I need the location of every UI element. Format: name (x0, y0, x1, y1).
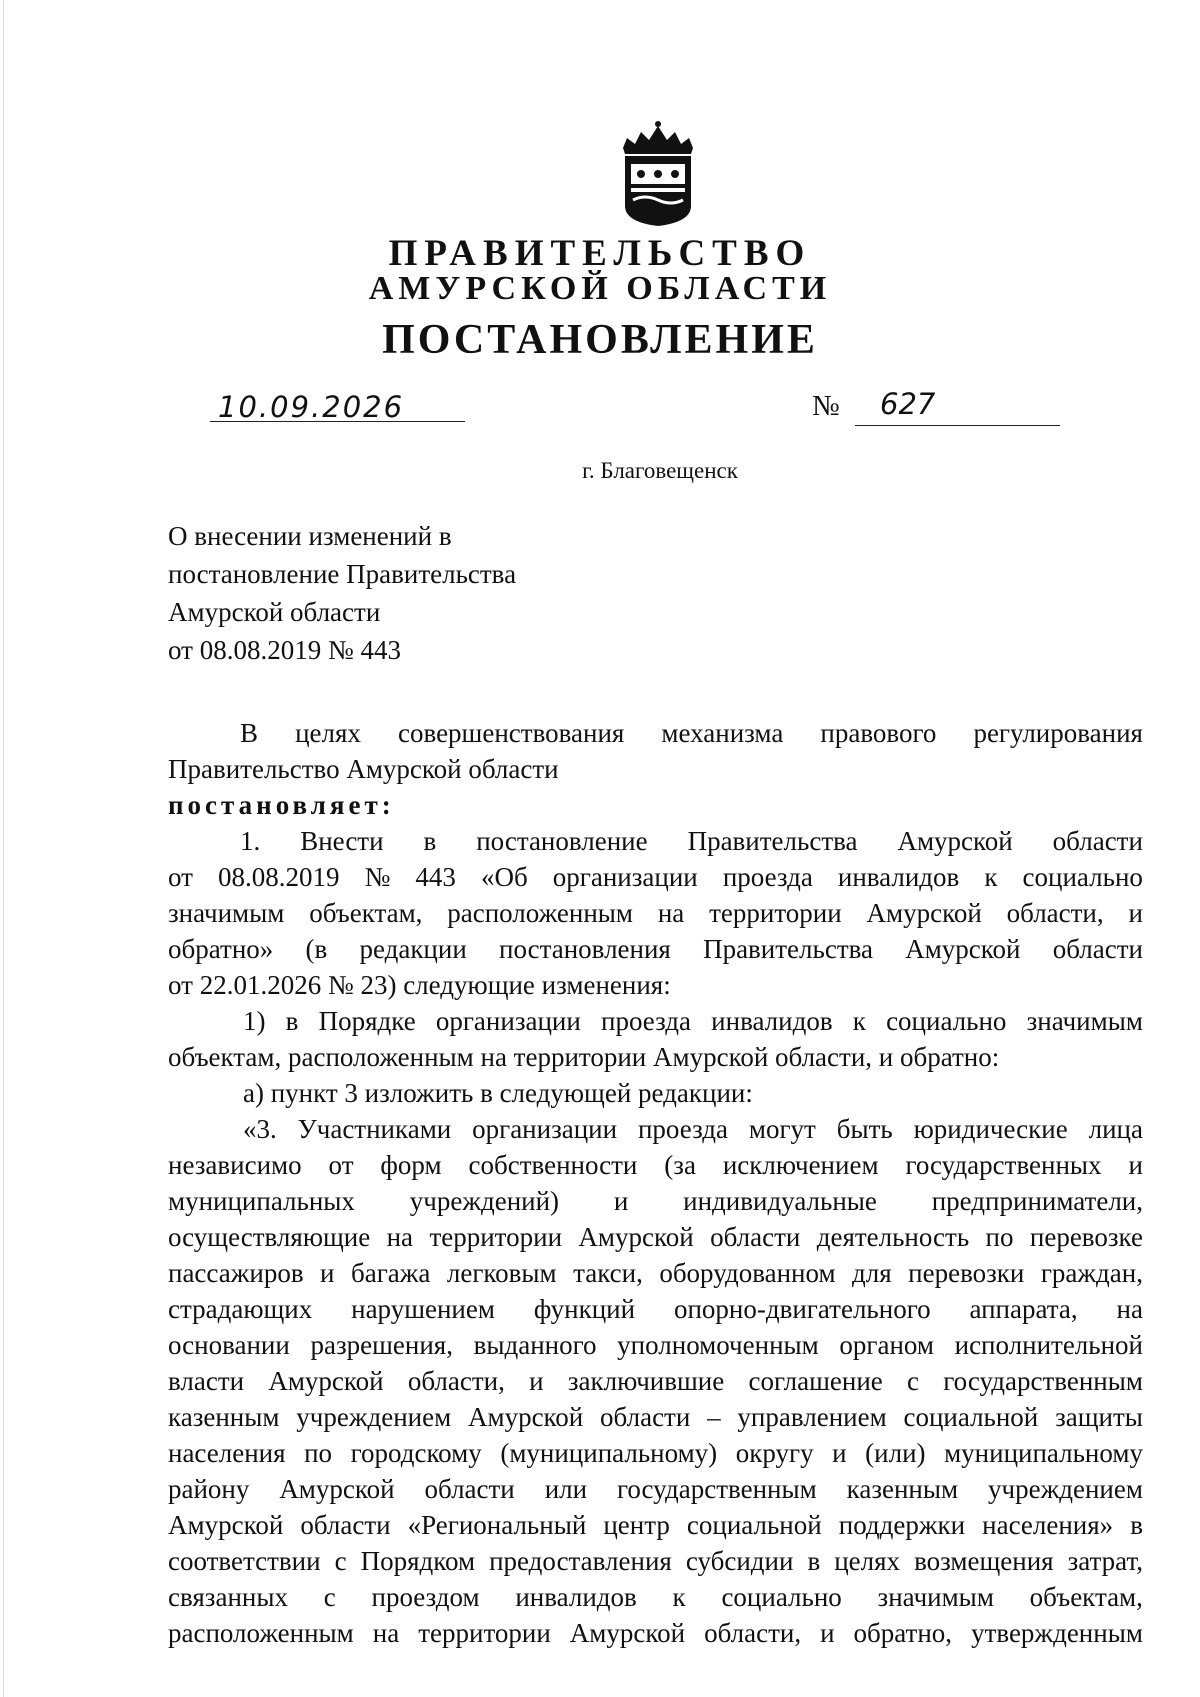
body-word: Амурской (569, 1618, 686, 1648)
body-word: инвалидов (515, 1582, 637, 1612)
body-word: и (1128, 1150, 1143, 1180)
body-word: и (320, 1258, 335, 1288)
body-line (168, 1255, 1143, 1291)
body-word: территории (418, 1618, 551, 1648)
body-word: расположенным (168, 1618, 354, 1648)
body-word: Амурской (279, 1474, 395, 1504)
body-word: № (364, 862, 391, 892)
body-word: и (613, 1186, 629, 1216)
body-line (168, 1075, 1143, 1111)
body-word: значимым (168, 898, 285, 928)
body-word: пассажиров (168, 1258, 304, 1288)
government-title: ПРАВИТЕЛЬСТВО (388, 233, 812, 274)
body-line (168, 1291, 1143, 1327)
body-word: и (820, 1618, 835, 1648)
subject-line: О внесении изменений в (168, 521, 452, 551)
body-word: перевозки (908, 1258, 1025, 1288)
body-word: лица (1088, 1114, 1143, 1144)
body-word: по (304, 1438, 333, 1468)
body-word: городскому (350, 1438, 482, 1468)
body-word: – (707, 1402, 721, 1432)
body-word: в (807, 1546, 821, 1576)
document-type: ПОСТАНОВЛЕНИЕ (382, 317, 818, 363)
body-line (168, 1615, 1143, 1651)
body-word: центр (603, 1510, 670, 1540)
body-word: исполнительной (954, 1330, 1143, 1360)
body-word: Амурской (578, 1222, 694, 1252)
body-word: территории (709, 898, 842, 928)
date-underline (210, 421, 465, 422)
coat-of-arms-icon (615, 118, 701, 228)
body-word: правового (820, 718, 937, 748)
body-word: затрат, (1067, 1546, 1143, 1576)
body-word: «3. (243, 1114, 277, 1144)
body-word: такси, (573, 1258, 643, 1288)
subject-line: постановление Правительства (168, 559, 517, 589)
document-body (168, 715, 1143, 1651)
body-word: (за (664, 1150, 696, 1180)
body-word: возмещения (914, 1546, 1054, 1576)
body-word: инвалидов (837, 862, 960, 892)
body-word: области (424, 1474, 515, 1504)
body-word: государственным (943, 1366, 1143, 1396)
body-word: уполномоченным (617, 1330, 819, 1360)
body-word: постановление (476, 826, 648, 856)
body-word: заключившие (567, 1366, 725, 1396)
body-word: юридические (913, 1114, 1068, 1144)
body-word: Порядке (318, 1006, 416, 1036)
body-word: значимым (1026, 1006, 1143, 1036)
body-word: области, (1006, 898, 1104, 928)
body-word: социально (721, 1582, 842, 1612)
body-word: области (710, 1222, 801, 1252)
body-word: Внести (300, 826, 384, 856)
body-word: выданного (473, 1330, 597, 1360)
body-word: на (657, 898, 685, 928)
body-text: от 22.01.2026 № 23) следующие изменения: (168, 970, 671, 1000)
body-word: регулирования (973, 718, 1143, 748)
body-word: проездом (371, 1582, 480, 1612)
body-word: Амурской (168, 1510, 284, 1540)
body-word: и (1128, 898, 1143, 928)
region-title: АМУРСКОЙ ОБЛАСТИ (368, 270, 832, 307)
body-word: редакции (359, 934, 467, 964)
body-word: органом (839, 1330, 934, 1360)
body-word: (муниципальному) (500, 1438, 718, 1468)
body-word: муниципальному (944, 1438, 1143, 1468)
body-word: территории (429, 1222, 563, 1252)
body-word: аппарата, (969, 1294, 1078, 1324)
body-line (168, 1507, 1143, 1543)
body-word: связанных (168, 1582, 288, 1612)
body-word: Амурской (905, 934, 1021, 964)
number-label: № (812, 390, 840, 422)
body-word: соглашение (748, 1366, 883, 1396)
body-word: власти (168, 1366, 245, 1396)
body-word: государственным (616, 1474, 817, 1504)
body-line (168, 1327, 1143, 1363)
body-word: на (1116, 1294, 1143, 1324)
body-word: «Об (480, 862, 528, 892)
body-word: значимым (877, 1582, 994, 1612)
body-word: Правительства (687, 826, 858, 856)
body-line (168, 1039, 1143, 1075)
body-line (168, 1183, 1143, 1219)
body-word: на (386, 1222, 414, 1252)
body-word: основании (168, 1330, 290, 1360)
number-underline (855, 425, 1060, 426)
body-line (168, 787, 1143, 823)
body-word: Амурской (268, 1366, 384, 1396)
body-word: В (240, 718, 259, 748)
body-word: субсидии (685, 1546, 794, 1576)
body-word: багажа (350, 1258, 431, 1288)
body-word: организации (552, 862, 698, 892)
body-text: объектам, расположенным на территории Амурской области, и обратно: (168, 1042, 1000, 1072)
body-line (168, 1003, 1143, 1039)
body-word: и (832, 1438, 847, 1468)
body-word: учреждений) (409, 1186, 560, 1216)
body-word: осуществляющие (168, 1222, 371, 1252)
body-word: Порядком (360, 1546, 476, 1576)
document-subject (168, 517, 516, 669)
body-word: по (985, 1222, 1014, 1252)
body-word: социальной (686, 1510, 822, 1540)
body-line (168, 859, 1143, 895)
body-word: Амурской (467, 1402, 584, 1432)
body-word: муниципальных (168, 1186, 355, 1216)
body-word: 1) (243, 1006, 266, 1036)
body-word: учреждением (296, 1402, 452, 1432)
document-number: 627 (880, 387, 936, 421)
body-word: обратно» (168, 934, 274, 964)
body-word: (или) (865, 1438, 926, 1468)
body-word: поддержки (838, 1510, 966, 1540)
body-word: к (672, 1582, 686, 1612)
body-word: утвержденным (971, 1618, 1143, 1648)
body-line (168, 895, 1143, 931)
body-word: форм (380, 1150, 442, 1180)
body-word: социально (886, 1006, 1007, 1036)
body-word: социальной (903, 1402, 1039, 1432)
body-word: 443 (415, 862, 456, 892)
body-line (168, 1363, 1143, 1399)
body-word: объектам, (309, 898, 423, 928)
body-word: обратно, (853, 1618, 953, 1648)
body-word: собственности (468, 1150, 638, 1180)
body-word: для (852, 1258, 892, 1288)
body-word: в (285, 1006, 299, 1036)
body-word: населения» (982, 1510, 1114, 1540)
body-word: индивидуальные (683, 1186, 877, 1216)
body-word: округу (735, 1438, 814, 1468)
body-word: граждан, (1040, 1258, 1143, 1288)
body-word: нарушением (351, 1294, 495, 1324)
body-word: или (544, 1474, 588, 1504)
body-word: деятельность (816, 1222, 970, 1252)
body-word: от (328, 1150, 354, 1180)
body-line (168, 715, 1143, 751)
body-word: казенным (168, 1402, 280, 1432)
body-word: страдающих (168, 1294, 313, 1324)
body-line (168, 931, 1143, 967)
body-line (168, 823, 1143, 859)
body-word: от (168, 862, 193, 892)
body-word: независимо (168, 1150, 302, 1180)
body-word: казенным (846, 1474, 959, 1504)
body-word: области, (704, 1618, 802, 1648)
body-word: оборудованном (659, 1258, 836, 1288)
body-line (168, 1579, 1143, 1615)
body-word: могут (748, 1114, 816, 1144)
body-line (168, 1219, 1143, 1255)
body-word: предприниматели, (931, 1186, 1143, 1216)
body-line (168, 751, 1143, 787)
body-word: совершенствования (398, 718, 625, 748)
body-word: к (852, 1006, 866, 1036)
body-word: проезда (637, 1114, 728, 1144)
body-word: на (372, 1618, 400, 1648)
body-word: легковым (446, 1258, 557, 1288)
body-word: функций (533, 1294, 636, 1324)
body-line (168, 967, 1143, 1003)
body-word: расположенным (447, 898, 634, 928)
body-word: «Региональный (407, 1510, 587, 1540)
city-name: г. Благовещенск (582, 458, 738, 483)
body-word: области (600, 1402, 691, 1432)
document-date: 10.09.2026 (218, 390, 405, 424)
body-word: области (300, 1510, 391, 1540)
body-word: проезда (722, 862, 813, 892)
body-word: механизма (661, 718, 784, 748)
body-word: разрешения, (310, 1330, 453, 1360)
body-word: (в (305, 934, 328, 964)
body-word: к (984, 862, 998, 892)
body-word: 1. (240, 826, 261, 856)
body-word: с (323, 1582, 336, 1612)
body-word: населения (168, 1438, 286, 1468)
body-word: организации (435, 1006, 581, 1036)
body-line (168, 1435, 1143, 1471)
body-word: управлением (737, 1402, 887, 1432)
body-word: Участниками (297, 1114, 452, 1144)
body-word: району (168, 1474, 250, 1504)
body-word: исключением (722, 1150, 879, 1180)
body-word: в (423, 826, 437, 856)
body-word: быть (836, 1114, 893, 1144)
body-word: целях (834, 1546, 901, 1576)
body-line (168, 1471, 1143, 1507)
body-word: учреждением (988, 1474, 1143, 1504)
body-line (168, 1147, 1143, 1183)
body-word: области (1052, 826, 1143, 856)
body-word: предоставления (489, 1546, 672, 1576)
body-word: организации (472, 1114, 618, 1144)
body-word: Амурской (897, 826, 1013, 856)
body-text: а) пункт 3 изложить в следующей редакции: (243, 1078, 753, 1108)
body-word: перевозке (1029, 1222, 1143, 1252)
body-word: целях (295, 718, 361, 748)
body-word: Амурской (866, 898, 982, 928)
subject-line: Амурской области (168, 597, 381, 627)
body-word: постановления (499, 934, 671, 964)
body-word: соответствии (168, 1546, 321, 1576)
subject-line: от 08.08.2019 № 443 (168, 635, 401, 665)
body-word: в (1130, 1510, 1143, 1540)
body-word: области, (407, 1366, 505, 1396)
resolves-keyword: постановляет: (168, 790, 395, 820)
body-word: 08.08.2019 (218, 862, 340, 892)
body-word: государственных (905, 1150, 1102, 1180)
body-word: проезда (601, 1006, 691, 1036)
body-word: с (907, 1366, 920, 1396)
body-line (168, 1543, 1143, 1579)
body-word: и (529, 1366, 544, 1396)
body-word: социально (1022, 862, 1143, 892)
body-word: области (1052, 934, 1143, 964)
body-word: инвалидов (711, 1006, 833, 1036)
body-word: объектам, (1029, 1582, 1143, 1612)
body-line (168, 1111, 1143, 1147)
body-word: Правительства (703, 934, 873, 964)
body-word: защиты (1055, 1402, 1143, 1432)
body-word: опорно-двигательного (673, 1294, 931, 1324)
body-text: Правительство Амурской области (168, 754, 559, 784)
body-line (168, 1399, 1143, 1435)
body-word: с (334, 1546, 347, 1576)
